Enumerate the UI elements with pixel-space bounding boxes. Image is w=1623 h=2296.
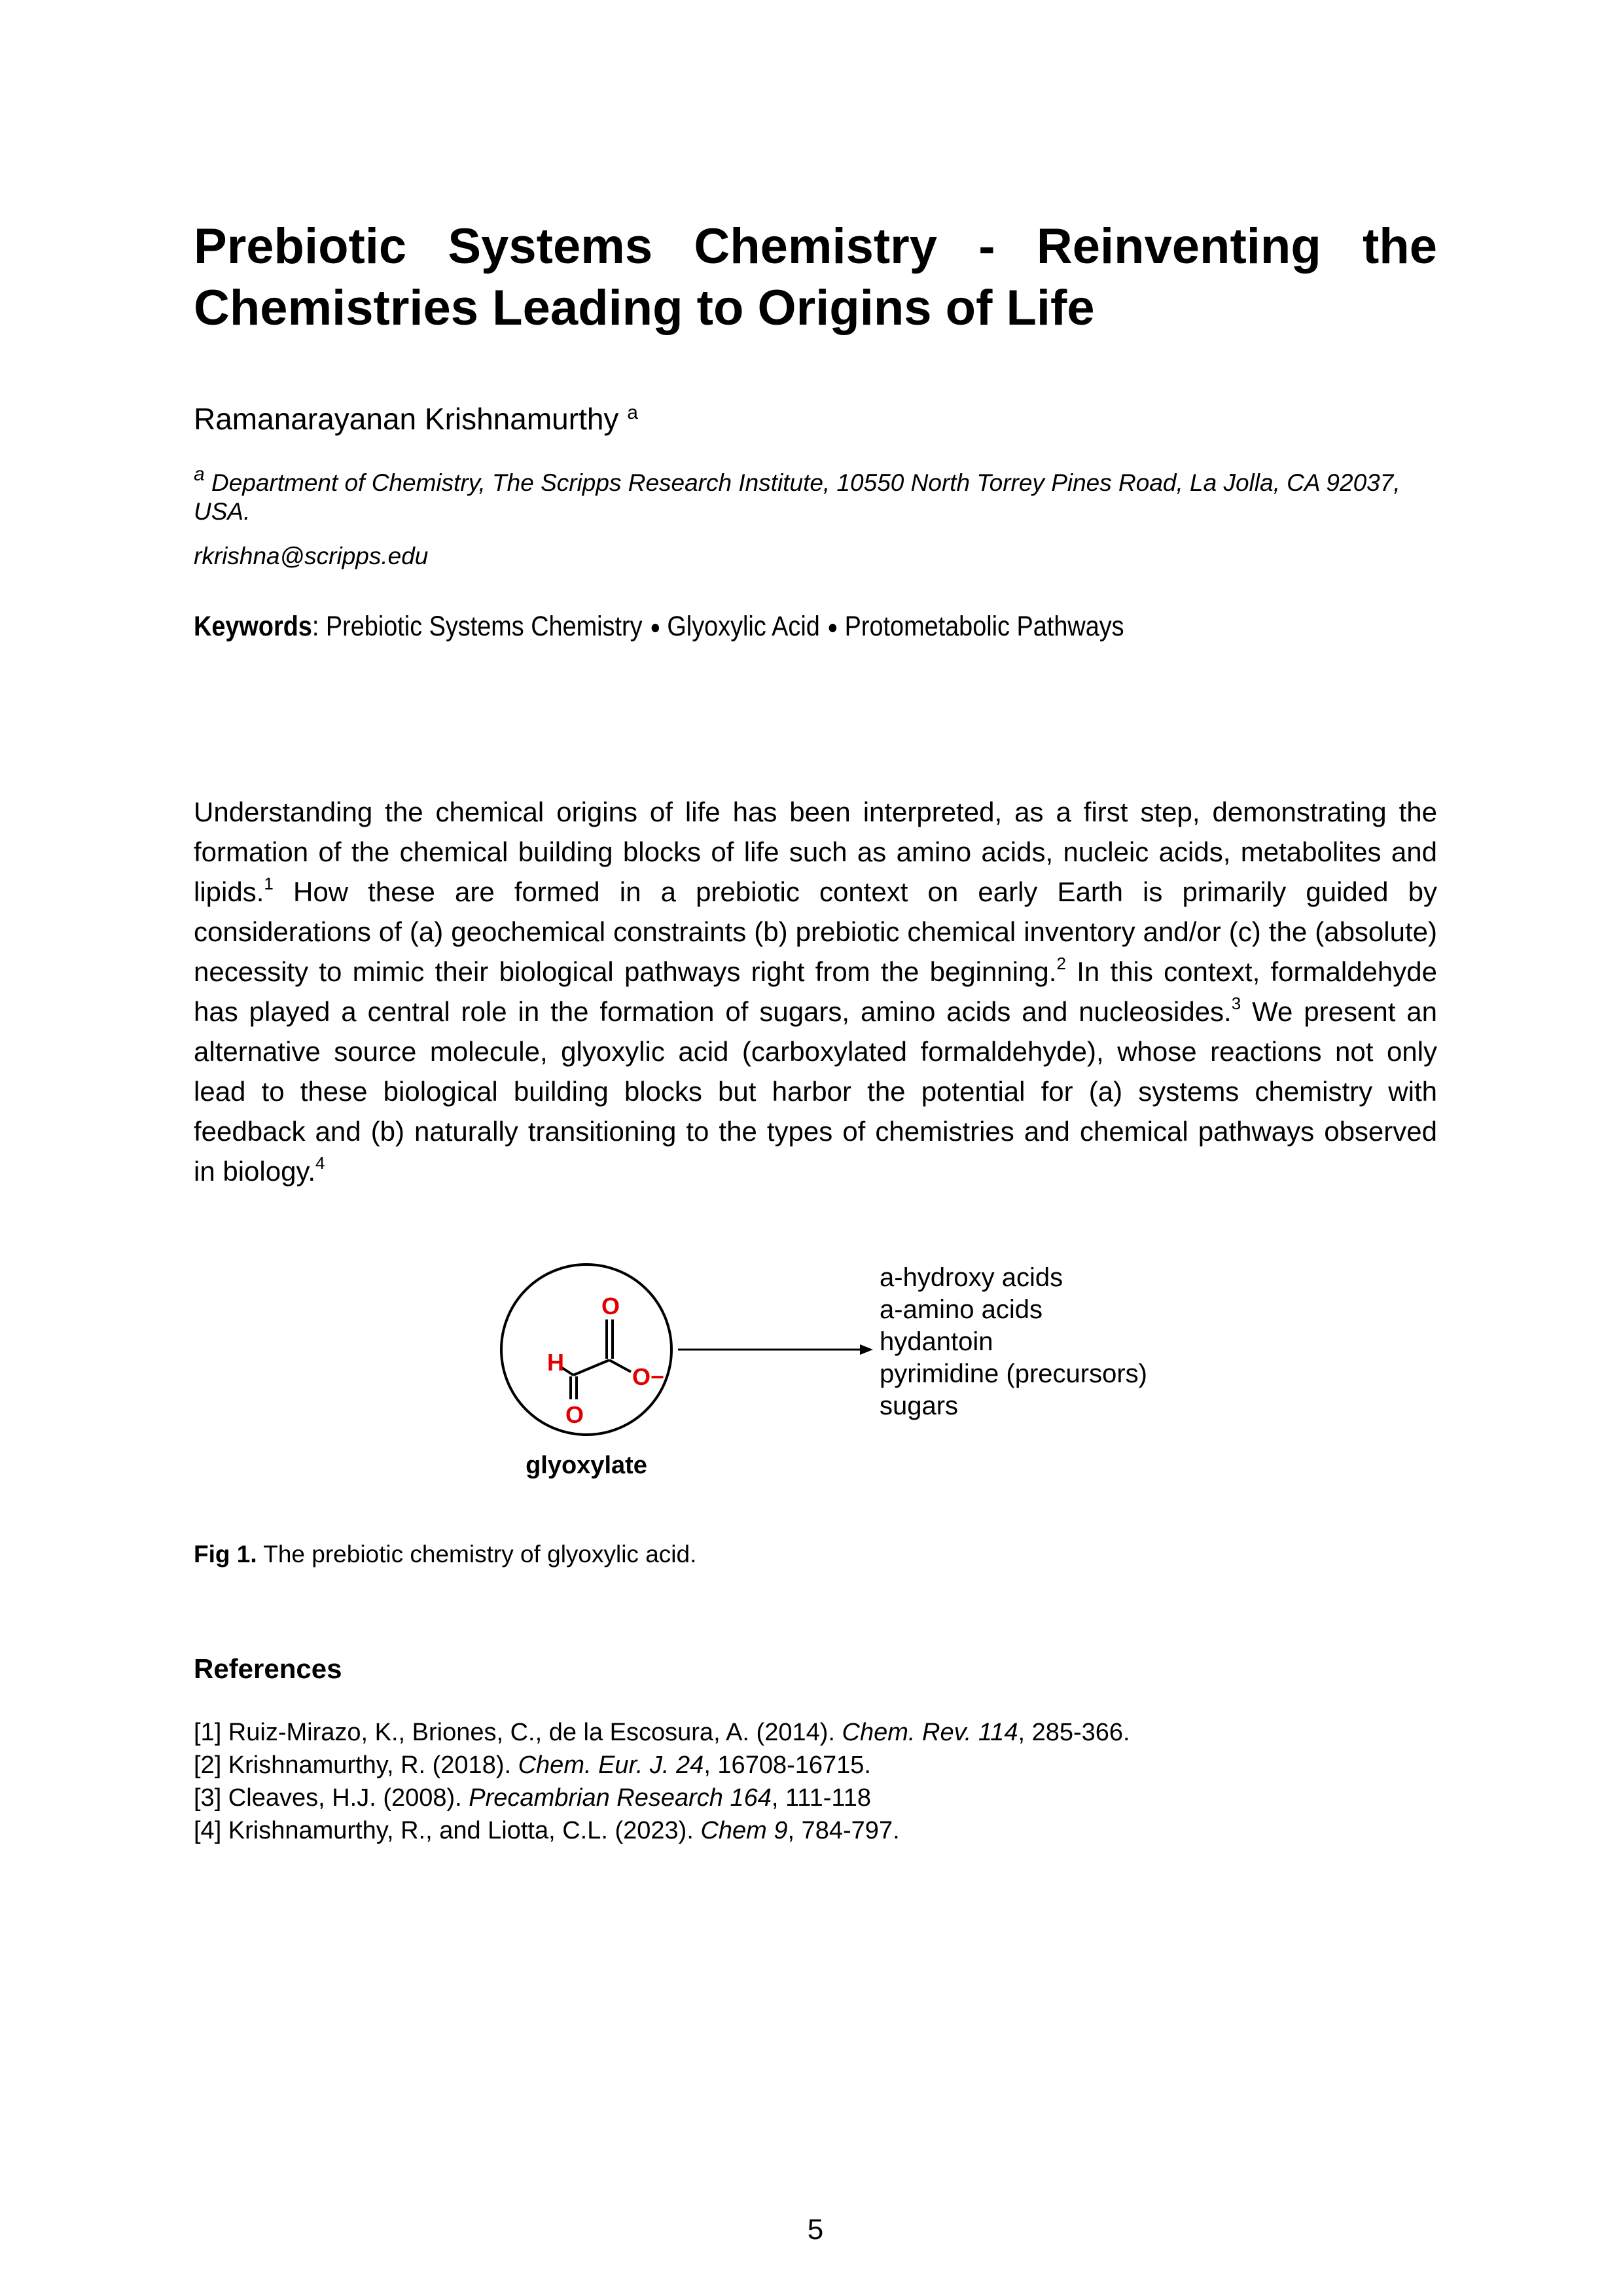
keywords <box>194 609 1124 644</box>
author <box>194 401 638 437</box>
references-list <box>194 1716 1130 1847</box>
bond-c-o-single <box>609 1360 631 1372</box>
keywords-colon: : <box>312 611 319 642</box>
ref-pages: , 285-366. <box>1018 1719 1130 1746</box>
ref-authors: [2] Krishnamurthy, R. (2018). <box>194 1751 518 1779</box>
bullet-separator <box>652 624 659 632</box>
author-name: Ramanarayanan Krishnamurthy <box>194 402 619 436</box>
bond-c-c <box>573 1360 609 1375</box>
ref-journal: Chem. Eur. J. 24 <box>518 1751 704 1779</box>
ref-journal: Chem. Rev. 114 <box>842 1719 1018 1746</box>
references-heading: References <box>194 1653 342 1684</box>
citation-3[interactable]: 3 <box>1231 994 1241 1013</box>
atom-oxygen-bottom: O <box>565 1401 584 1428</box>
affiliation <box>194 463 1437 526</box>
page-number: 5 <box>807 2214 824 2246</box>
atom-hydrogen: H <box>547 1349 564 1376</box>
abstract-paragraph <box>194 792 1437 1191</box>
ref-authors: [3] Cleaves, H.J. (2008). <box>194 1784 469 1812</box>
ref-authors: [1] Ruiz-Mirazo, K., Briones, C., de la Escosura, A. (2014). <box>194 1719 842 1746</box>
author-email[interactable]: rkrishna@scripps.edu <box>194 543 429 569</box>
title-line-2: Chemistries Leading to Origins of Life <box>194 280 1095 336</box>
molecule-label: glyoxylate <box>526 1452 647 1479</box>
paper-title <box>194 216 1437 339</box>
author-affiliation-mark: a <box>627 402 638 423</box>
ref-pages: , 16708-16715. <box>704 1751 871 1779</box>
reference-item <box>194 1749 1130 1782</box>
citation-2[interactable]: 2 <box>1056 954 1066 973</box>
ref-pages: , 111-118 <box>771 1784 871 1812</box>
ref-journal: Chem 9 <box>700 1817 788 1844</box>
product-item: pyrimidine (precursors) <box>880 1359 1147 1388</box>
title-line-1: Prebiotic Systems Chemistry - Reinventing the <box>194 219 1437 274</box>
product-item: hydantoin <box>880 1327 993 1356</box>
citation-4[interactable]: 4 <box>315 1153 325 1173</box>
reference-item <box>194 1716 1130 1749</box>
atom-oxygen-anion: O− <box>632 1363 665 1390</box>
ref-authors: [4] Krishnamurthy, R., and Liotta, C.L. (2023). <box>194 1817 701 1844</box>
affiliation-text: Department of Chemistry, The Scripps Research Institute, 10550 North Torrey Pines Road, La Jolla, CA 92037, USA. <box>194 469 1400 525</box>
product-item: a-hydroxy acids <box>880 1263 1063 1292</box>
product-list <box>880 1262 1147 1422</box>
keywords-label: Keywords <box>194 611 312 642</box>
reaction-arrow-head <box>860 1344 873 1355</box>
ref-journal: Precambrian Research 164 <box>469 1784 772 1812</box>
affiliation-mark: a <box>194 463 205 485</box>
abstract-text: How these are formed in a prebiotic context on early Earth is primarily guided by considerations of (a) geochemical constraints (b) prebiotic chemical inventory and/or (c) the (absolute) necessity to mimic their biological pathways right from the beginning. <box>194 876 1437 987</box>
keyword-3: Protometabolic Pathways <box>844 611 1124 642</box>
abstract-text: In this context, formaldehyde has played a central role in the formation of sugars, amino acids and nucleosides. <box>194 956 1437 1027</box>
figure-1 <box>482 1262 1398 1498</box>
caption-label: Fig 1. <box>194 1541 257 1568</box>
product-item: a-amino acids <box>880 1295 1043 1324</box>
ref-pages: , 784-797. <box>787 1817 900 1844</box>
abstract-text: We present an alternative source molecule, glyoxylic acid (carboxylated formaldehyde), whose reactions not only lead to these biological building blocks but harbor the potential for (a) systems chemistry with feedback and (b) naturally transitioning to the types of chemistries and chemical pathways observed in biology. <box>194 996 1437 1187</box>
reference-item <box>194 1782 1130 1814</box>
bullet-separator <box>829 624 836 632</box>
keyword-2: Glyoxylic Acid <box>667 611 820 642</box>
atom-oxygen-top: O <box>601 1293 620 1319</box>
abstract-text: Understanding the chemical origins of life has been interpreted, as a first step, demonstrating the formation of the chemical building blocks of life such as amino acids, nucleic acids, metabolites and lipids. <box>194 797 1437 907</box>
citation-1[interactable]: 1 <box>264 874 274 893</box>
product-item: sugars <box>880 1391 959 1420</box>
molecule-circle <box>501 1265 671 1435</box>
figure-caption <box>194 1539 696 1570</box>
keyword-1: Prebiotic Systems Chemistry <box>325 611 643 642</box>
caption-text: The prebiotic chemistry of glyoxylic acid. <box>257 1541 697 1568</box>
reference-item <box>194 1814 1130 1847</box>
